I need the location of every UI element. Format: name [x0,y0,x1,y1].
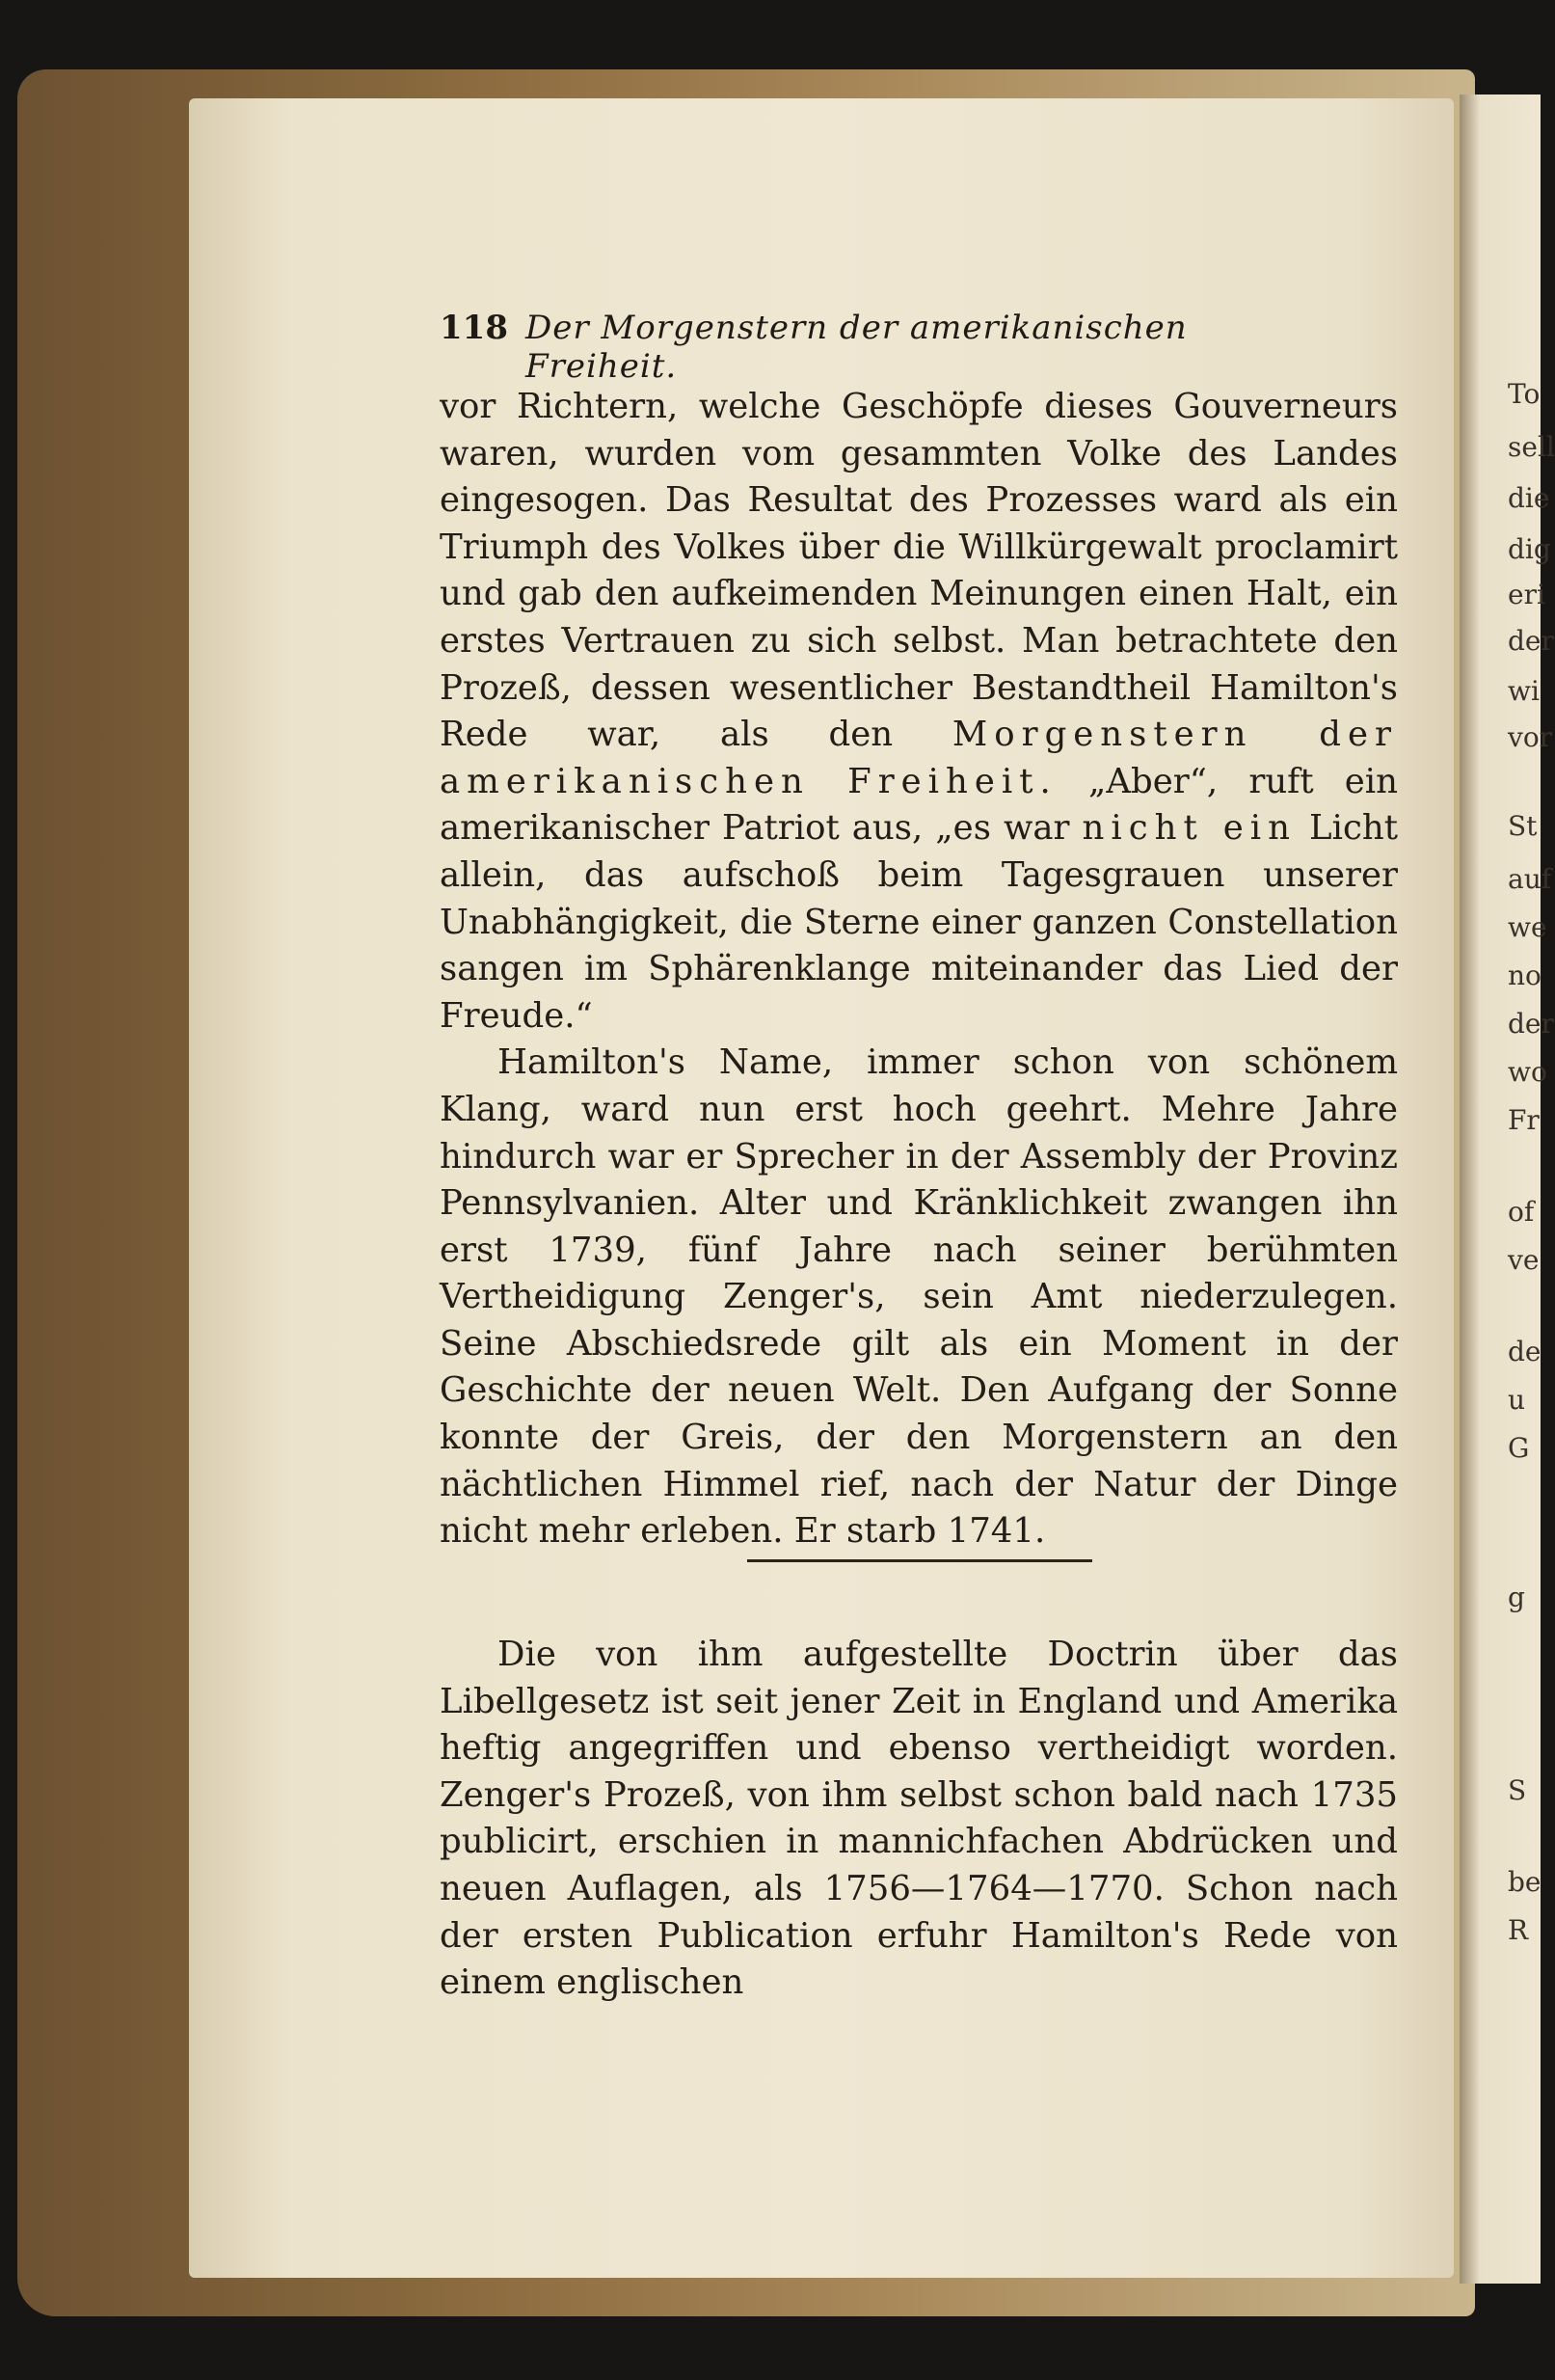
margin-fragment: wi [1508,675,1540,707]
margin-fragment: ve [1508,1244,1540,1276]
margin-fragment: g [1508,1582,1525,1613]
section-divider [747,1559,1092,1562]
quote-end: Licht allein, das aufschoß beim Tagesgrauen unserer Unabhängigkeit, die Sterne einer ganzen Constellation sangen im Sphärenklange miteinander das Lied der Freude.“ [440,808,1398,1036]
paragraph-1 [440,384,1398,1555]
quote-start: „Aber“, ruft ein amerikanischer Patriot aus, „es war [440,761,1398,849]
margin-fragment: R [1508,1914,1529,1946]
margin-fragment: sell [1508,431,1555,463]
margin-fragment: we [1508,911,1547,943]
paragraph-3-block [440,1632,1398,2007]
margin-fragment: der [1508,625,1554,657]
margin-fragment: vor [1508,721,1553,753]
margin-fragment: be [1508,1866,1542,1898]
margin-fragment: Fr [1508,1104,1540,1136]
paragraph-1-text: vor Richtern, welche Geschöpfe dieses Gouverneurs waren, wurden vom gesammten Volke des Landes eingesogen. Das Resultat des Prozesses ward als ein Triumph des Volkes über die Willkürgewalt proclamirt und gab den aufkeimenden Meinungen einen Halt, ein erstes Vertrauen zu sich selbst. Man betrachtete den Prozeß, dessen wesentlicher Bestandtheil Hamilton's Rede war, als den [440,387,1398,755]
margin-fragment: of [1508,1196,1535,1228]
emphasis-nicht-ein: nicht ein [1082,808,1297,849]
margin-fragment: To [1508,378,1541,410]
margin-fragment: der [1508,1008,1554,1040]
running-header [440,309,1319,386]
margin-fragment: dig [1508,533,1551,565]
emphasis-morgenstern: Morgenstern der amerikanischen Freiheit. [440,715,1398,801]
margin-fragment: S [1508,1774,1527,1806]
margin-fragment: die [1508,482,1550,514]
running-title: Der Morgenstern der amerikanischen Freiheit. [524,309,1188,386]
margin-fragment: de [1508,1336,1542,1367]
facing-page-edge [1460,95,1541,2284]
margin-fragment: wo [1508,1056,1547,1088]
margin-fragment: G [1508,1432,1530,1464]
margin-fragment: eri [1508,579,1545,610]
page-number: 118 [440,309,508,347]
margin-fragment: auf [1508,863,1552,895]
margin-fragment: u [1508,1384,1526,1416]
paragraph-3: Die von ihm aufgestellte Doctrin über das Libellgesetz ist seit jener Zeit in England und Amerika heftig angegriffen und ebenso vertheidigt worden. Zenger's Prozeß, von ihm selbst schon bald nach 1735 publicirt, erschien in mannichfachen Abdrücken und neuen Auflagen, als 1756—1764—1770. Schon nach der ersten Publication erfuhr Hamilton's Rede von einem englischen [440,1635,1398,2003]
margin-fragment: St [1508,810,1538,842]
margin-fragment: no [1508,960,1542,991]
paragraph-2: Hamilton's Name, immer schon von schönem Klang, ward nun erst hoch geehrt. Mehre Jahre hindurch war er Sprecher in der Assembly der Provinz Pennsylvanien. Alter und Kränklichkeit zwangen ihn erst 1739, fünf Jahre nach seiner berühmten Vertheidigung Zenger's, sein Amt niederzulegen. Seine Abschiedsrede gilt als ein Moment in der Geschichte der neuen Welt. Den Aufgang der Sonne konnte der Greis, der den Morgenstern an den nächtlichen Himmel rief, nach der Natur der Dinge nicht mehr erleben. Er starb 1741. [440,1042,1398,1552]
